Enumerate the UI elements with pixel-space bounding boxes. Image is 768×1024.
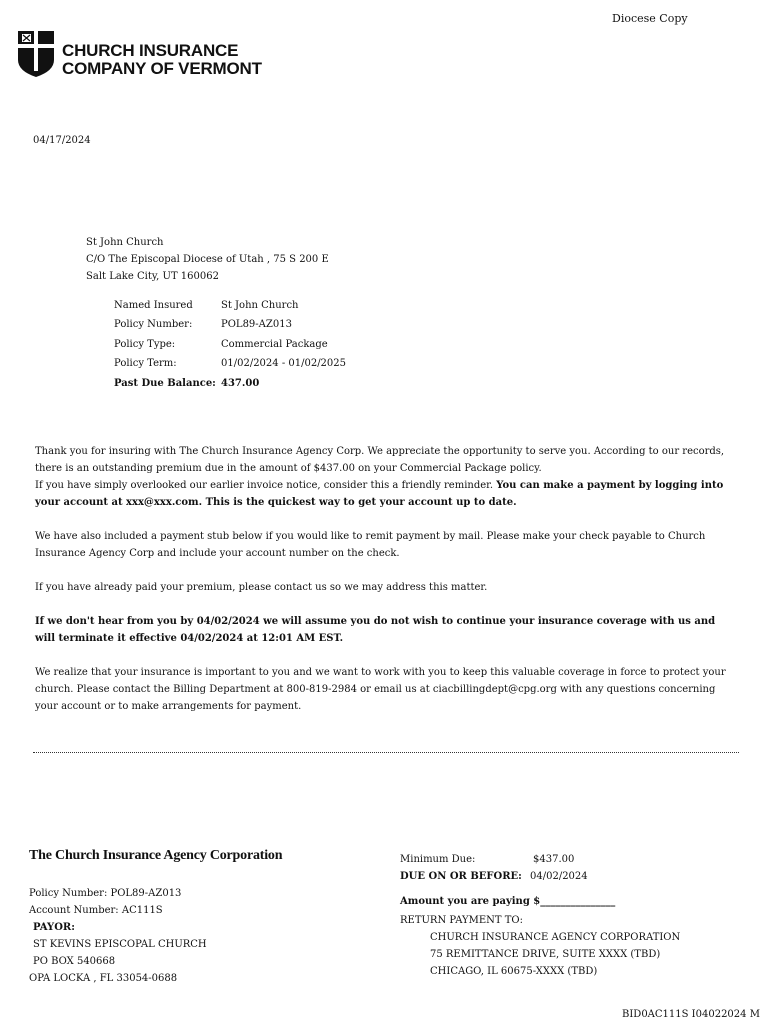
policy-row-term [114, 358, 346, 377]
stub-policy-number: Policy Number: POL89-AZ013 [29, 888, 182, 899]
policy-label: Past Due Balance: [114, 377, 216, 389]
recipient-address [86, 234, 329, 285]
paragraph-termination-warning [35, 613, 735, 647]
policy-label: Named Insured [114, 300, 193, 311]
logo-line-2: COMPANY OF VERMONT [62, 59, 262, 78]
paragraph-stub-info: We have also included a payment stub below if you would like to remit payment by mail. Please make your check payable to Church Insurance Agency Corp and include your account number on the check. [35, 531, 706, 559]
amount-paying-field: Amount you are paying $_______________ [400, 896, 616, 907]
payor-label: PAYOR: [33, 922, 75, 933]
return-address-line: 75 REMITTANCE DRIVE, SUITE XXXX (TBD) [430, 949, 661, 960]
return-address-line: CHICAGO, IL 60675-XXXX (TBD) [430, 966, 598, 977]
policy-row-named-insured [114, 300, 346, 319]
footer-reference-code: BID0AC111S I04022024 M [622, 1009, 760, 1020]
stub-payor-block [29, 885, 207, 987]
paragraph-intro [35, 443, 735, 511]
stub-payment-block [400, 851, 680, 980]
paragraph-contact: We realize that your insurance is important to you and we want to work with you to keep this valuable coverage in force to protect your church. Please contact the Billing Department at 800-819-2984 or email us at ciacbillingdept@cpg.org with any questions concerning your account or to make arrangements for payment. [35, 667, 726, 712]
letter-date: 04/17/2024 [33, 135, 91, 146]
policy-row-balance [114, 378, 346, 397]
minimum-due-label: Minimum Due: [400, 854, 476, 865]
policy-label: Policy Term: [114, 358, 177, 370]
minimum-due-value: $437.00 [533, 854, 575, 865]
address-line: St John Church [86, 237, 164, 248]
letter-body [35, 443, 735, 732]
company-logo-text [62, 42, 262, 78]
intro-text: Thank you for insuring with The Church Insurance Agency Corp. We appreciate the opportunity to serve you. According to our records, there is an outstanding premium due in the amount of $437.00 on your Commercial Package policy. [35, 446, 725, 474]
paragraph-already-paid: If you have already paid your premium, please contact us so we may address this matter. [35, 582, 488, 593]
stub-account-number: Account Number: AC111S [29, 905, 163, 916]
policy-value: 437.00 [221, 377, 260, 389]
return-payment-label: RETURN PAYMENT TO: [400, 915, 523, 926]
stub-company-name: The Church Insurance Agency Corporation [29, 848, 283, 863]
policy-row-number [114, 319, 346, 338]
logo-line-1: CHURCH INSURANCE [62, 41, 239, 60]
payor-line: ST KEVINS EPISCOPAL CHURCH [33, 939, 207, 950]
due-date-label: DUE ON OR BEFORE: [400, 871, 522, 882]
policy-label: Policy Type: [114, 338, 176, 350]
payor-line: OPA LOCKA , FL 33054-0688 [29, 973, 178, 984]
policy-value: 01/02/2024 - 01/02/2025 [221, 358, 347, 370]
payor-line: PO BOX 540668 [33, 956, 116, 967]
due-date-value: 04/02/2024 [530, 871, 588, 882]
policy-details-table [114, 300, 346, 397]
policy-row-type [114, 339, 346, 358]
policy-value: St John Church [221, 300, 299, 311]
tear-off-line [33, 752, 739, 753]
church-shield-logo-icon [17, 30, 55, 78]
minimum-due-row [400, 851, 680, 868]
due-date-row [400, 868, 680, 885]
address-line: C/O The Episcopal Diocese of Utah , 75 S 200 E [86, 254, 329, 265]
policy-value: Commercial Package [221, 338, 328, 350]
address-line: Salt Lake City, UT 160062 [86, 271, 219, 282]
return-address-line: CHURCH INSURANCE AGENCY CORPORATION [430, 932, 681, 943]
policy-label: Policy Number: [114, 319, 193, 331]
policy-value: POL89-AZ013 [221, 319, 292, 331]
copy-label: Diocese Copy [612, 12, 688, 25]
termination-text: If we don't hear from you by 04/02/2024 we will assume you do not wish to continue your insurance coverage with us and will terminate it effective 04/02/2024 at 12:01 AM EST. [35, 616, 716, 644]
online-payment-text: You can make a payment by logging into your account at xxx@xxx.com. This is the quickest way to get your account up to date. [35, 480, 724, 508]
reminder-text: If you have simply overlooked our earlier invoice notice, consider this a friendly reminder. [35, 480, 494, 491]
